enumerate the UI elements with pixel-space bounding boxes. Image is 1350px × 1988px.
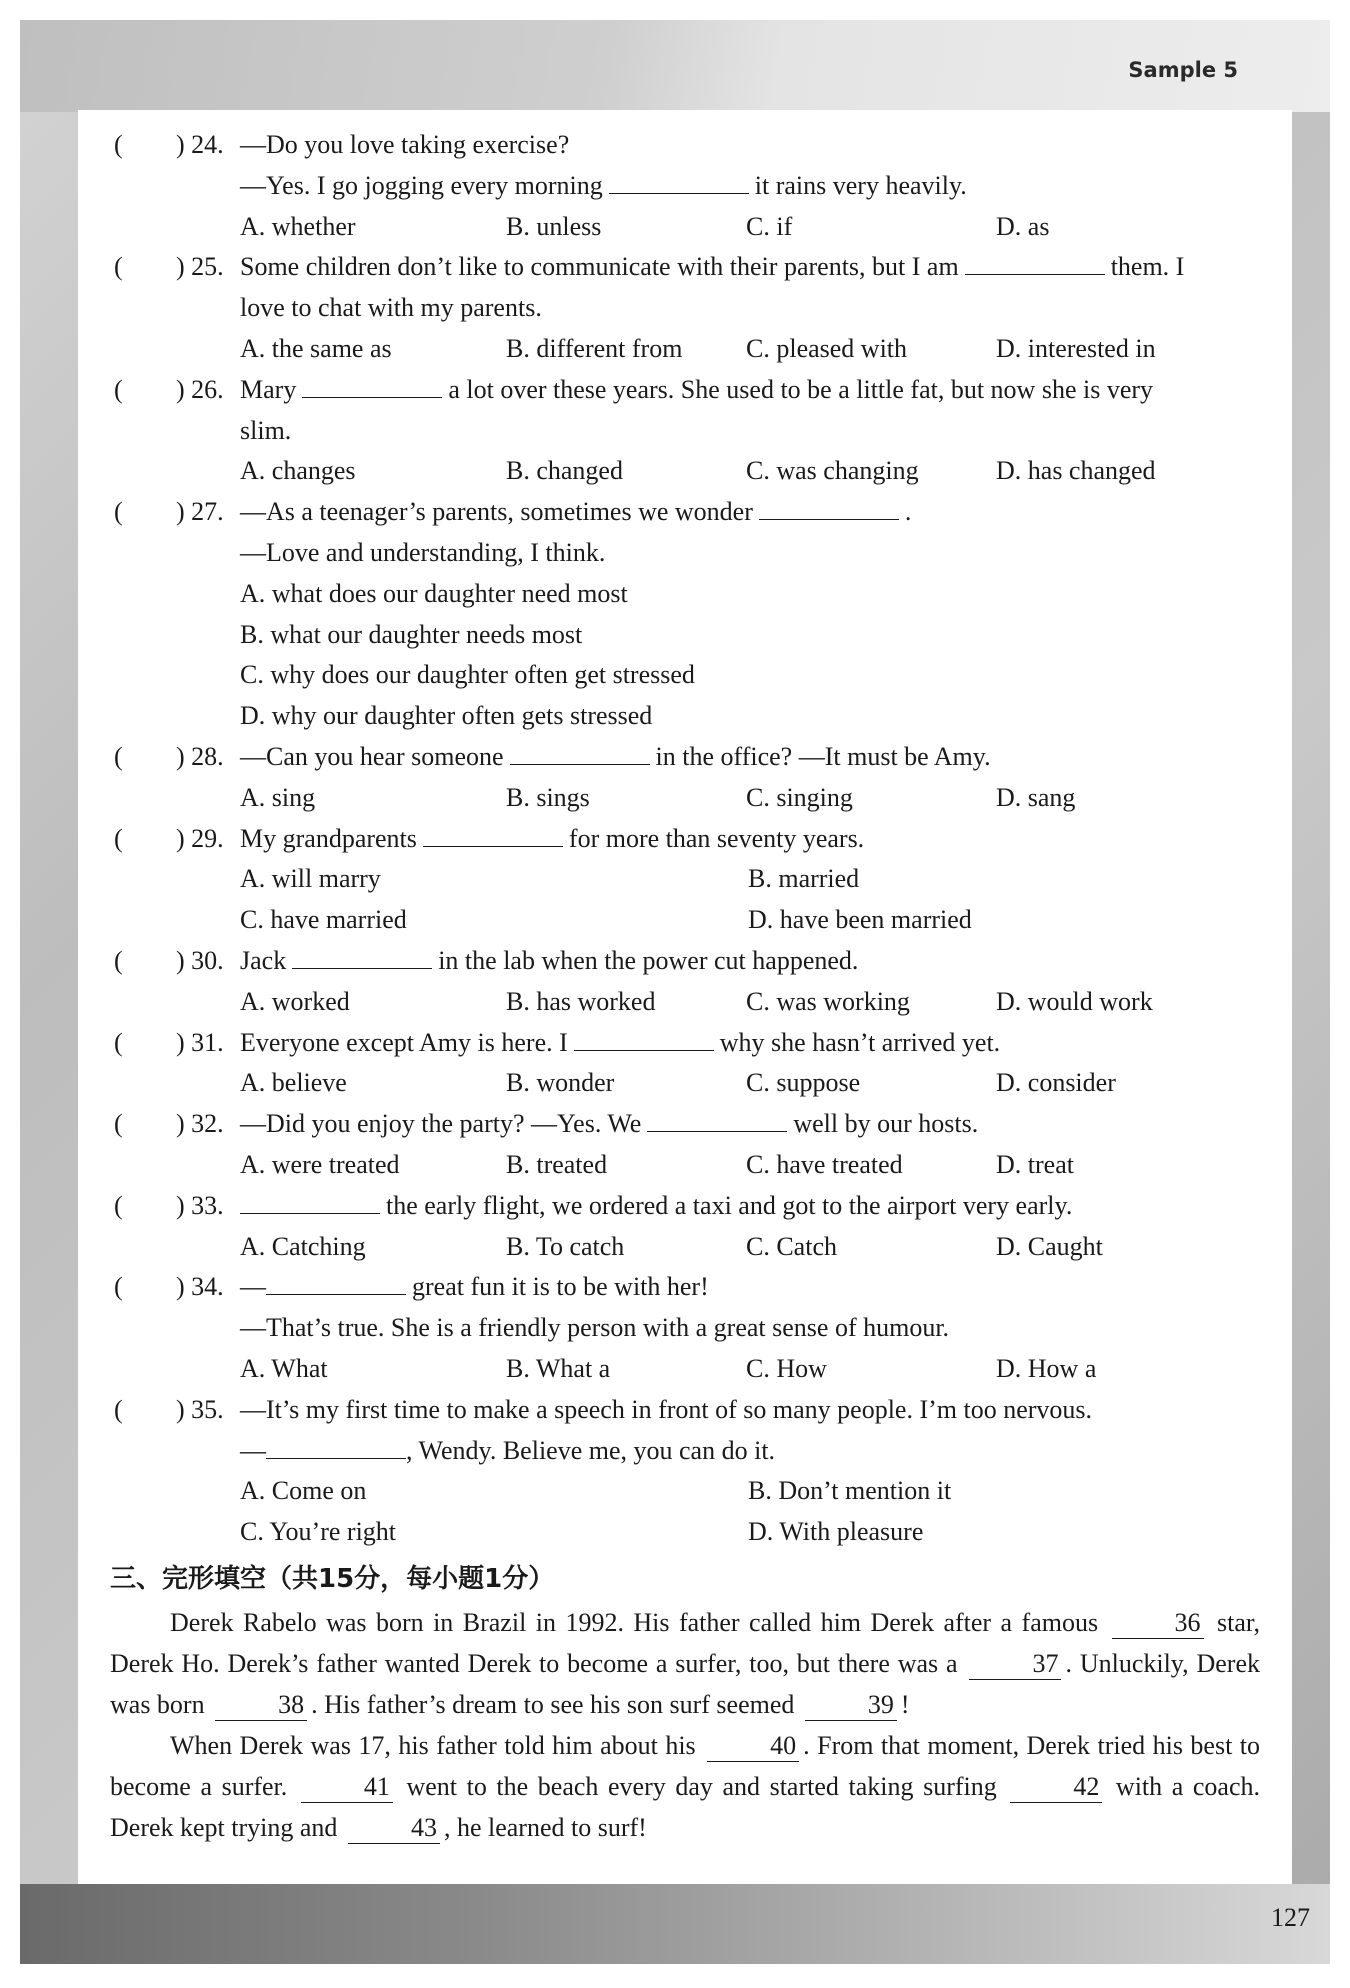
option-a[interactable]: A. were treated — [240, 1149, 400, 1179]
answer-blank[interactable] — [266, 1434, 406, 1459]
answer-bracket[interactable]: ( — [114, 1394, 123, 1424]
question-text: —Yes. I go jogging every morning it rains very heavily. — [240, 170, 967, 200]
question-number: ) 27. — [176, 497, 224, 527]
option-c[interactable]: C. have married — [240, 905, 407, 935]
answer-bracket[interactable]: ( — [114, 1190, 123, 1220]
question-33 — [110, 1186, 1260, 1268]
question-34 — [110, 1267, 1260, 1389]
option-b[interactable]: B. married — [748, 864, 860, 894]
option-a[interactable]: A. will marry — [240, 864, 381, 894]
question-number: ) 32. — [176, 1109, 224, 1139]
options — [240, 1145, 1260, 1186]
option-c[interactable]: C. if — [746, 211, 793, 241]
question-26 — [110, 370, 1260, 492]
question-number: ) 30. — [176, 945, 224, 975]
option-c[interactable]: C. How — [746, 1353, 827, 1383]
option-b[interactable]: B. What a — [506, 1353, 611, 1383]
answer-blank[interactable] — [240, 1189, 380, 1214]
question-number: ) 25. — [176, 252, 224, 282]
option-a[interactable]: A. changes — [240, 456, 356, 486]
options — [240, 1227, 1260, 1268]
page-number: 127 — [1271, 1903, 1310, 1932]
option-b[interactable]: B. what our daughter needs most — [240, 619, 583, 649]
question-text: Everyone except Amy is here. I why she hasn’t arrived yet. — [240, 1027, 1001, 1057]
option-d[interactable]: D. treat — [996, 1149, 1074, 1179]
option-b[interactable]: B. wonder — [506, 1068, 615, 1098]
option-a[interactable]: A. what does our daughter need most — [240, 578, 628, 608]
option-a[interactable]: A. believe — [240, 1068, 347, 1098]
cloze-blank-42[interactable]: 42 — [1010, 1772, 1102, 1803]
option-a[interactable]: A. Come on — [240, 1476, 367, 1506]
answer-bracket[interactable]: ( — [114, 1109, 123, 1139]
question-28 — [110, 737, 1260, 819]
answer-bracket[interactable]: ( — [114, 823, 123, 853]
answer-bracket[interactable]: ( — [114, 1027, 123, 1057]
option-b[interactable]: B. sings — [506, 782, 590, 812]
answer-bracket[interactable]: ( — [114, 1272, 123, 1302]
answer-blank[interactable] — [647, 1107, 787, 1132]
option-d[interactable]: D. why our daughter often gets stressed — [240, 701, 653, 731]
option-c[interactable]: C. suppose — [746, 1068, 861, 1098]
answer-bracket[interactable]: ( — [114, 130, 123, 159]
option-c[interactable]: C. was working — [746, 986, 910, 1016]
question-24 — [110, 125, 1260, 247]
option-a[interactable]: A. the same as — [240, 333, 392, 363]
sample-label: Sample 5 — [1128, 58, 1238, 82]
section-title: 三、完形填空（共15分，每小题1分） — [110, 1563, 555, 1594]
option-b[interactable]: B. Don’t mention it — [748, 1476, 952, 1506]
answer-bracket[interactable]: ( — [114, 741, 123, 771]
question-text: the early flight, we ordered a taxi and got to the airport very early. — [240, 1186, 1260, 1227]
question-30 — [110, 941, 1260, 1023]
answer-bracket[interactable]: ( — [114, 945, 123, 975]
question-text: Jack in the lab when the power cut happened. — [240, 945, 859, 975]
option-d[interactable]: D. as — [996, 211, 1050, 241]
cloze-blank-41[interactable]: 41 — [301, 1772, 393, 1803]
worksheet-content — [110, 125, 1260, 1848]
question-number: ) 34. — [176, 1272, 224, 1302]
option-b[interactable]: B. different from — [506, 333, 683, 363]
option-c[interactable]: C. pleased with — [746, 333, 908, 363]
answer-blank[interactable] — [292, 944, 432, 969]
option-a[interactable]: A. worked — [240, 986, 350, 1016]
option-c[interactable]: C. singing — [746, 782, 853, 812]
option-b[interactable]: B. treated — [506, 1149, 608, 1179]
question-text: —Can you hear someone in the office? —It must be Amy. — [240, 741, 991, 771]
answer-blank[interactable] — [965, 250, 1105, 275]
answer-blank[interactable] — [266, 1270, 406, 1295]
option-b[interactable]: B. has worked — [506, 986, 656, 1016]
answer-blank[interactable] — [510, 740, 650, 765]
answer-bracket[interactable]: ( — [114, 374, 123, 404]
answer-blank[interactable] — [609, 169, 749, 194]
question-text: Some children don’t like to communicate with their parents, but I am them. I — [240, 252, 1185, 282]
option-d[interactable]: D. Caught — [996, 1231, 1103, 1261]
cloze-blank-39[interactable]: 39 — [805, 1690, 897, 1721]
options — [240, 859, 1260, 941]
question-27 — [110, 492, 1260, 737]
answer-blank[interactable] — [759, 495, 899, 520]
option-c[interactable]: C. have treated — [746, 1149, 903, 1179]
question-text: —As a teenager’s parents, sometimes we wonder . — [240, 497, 912, 527]
cloze-blank-43[interactable]: 43 — [348, 1813, 440, 1844]
question-number: ) 33. — [176, 1190, 224, 1220]
option-c[interactable]: C. why does our daughter often get stressed — [240, 660, 695, 690]
options — [240, 329, 1260, 370]
question-25 — [110, 247, 1260, 369]
option-b[interactable]: B. To catch — [506, 1231, 625, 1261]
option-d[interactable]: D. consider — [996, 1068, 1116, 1098]
question-text: —Do you love taking exercise? — [240, 130, 570, 159]
question-number: ) 31. — [176, 1027, 224, 1057]
cloze-blank-38[interactable]: 38 — [215, 1690, 307, 1721]
options — [240, 1063, 1260, 1104]
question-32 — [110, 1104, 1260, 1186]
question-31 — [110, 1023, 1260, 1105]
option-d[interactable]: D. have been married — [748, 905, 972, 935]
options — [240, 1349, 1260, 1390]
options — [240, 207, 1260, 248]
cloze-blank-36[interactable]: 36 — [1112, 1608, 1204, 1639]
cloze-blank-40[interactable]: 40 — [707, 1731, 799, 1762]
question-text: —Did you enjoy the party? —Yes. We well by our hosts. — [240, 1109, 979, 1139]
question-text: —That’s true. She is a friendly person with a great sense of humour. — [240, 1313, 950, 1343]
option-c[interactable]: C. Catch — [746, 1231, 837, 1261]
cloze-blank-37[interactable]: 37 — [969, 1649, 1061, 1680]
answer-blank[interactable] — [302, 373, 442, 398]
question-number: ) 24. — [176, 130, 224, 159]
answer-blank[interactable] — [574, 1026, 714, 1051]
options — [240, 982, 1260, 1023]
option-d[interactable]: D. interested in — [996, 333, 1156, 363]
question-text: —Love and understanding, I think. — [240, 537, 606, 567]
question-number: ) 26. — [176, 374, 224, 404]
question-text: love to chat with my parents. — [240, 293, 542, 323]
question-text: Mary a lot over these years. She used to be a little fat, but now she is very — [240, 374, 1154, 404]
option-d[interactable]: D. With pleasure — [748, 1517, 924, 1547]
footer-band — [20, 1884, 1330, 1964]
option-a[interactable]: A. What — [240, 1353, 328, 1383]
options — [240, 1471, 1260, 1553]
option-a[interactable]: A. Catching — [240, 1231, 366, 1261]
options — [240, 451, 1260, 492]
option-a[interactable]: A. whether — [240, 211, 356, 241]
question-text: —It’s my first time to make a speech in front of so many people. I’m too nervous. — [240, 1394, 1093, 1424]
question-text: My grandparents for more than seventy years. — [240, 823, 865, 853]
option-b[interactable]: B. unless — [506, 211, 602, 241]
question-35 — [110, 1390, 1260, 1553]
cloze-paragraph-1: Derek Rabelo was born in Brazil in 1992. His father called him Derek after a famous 36 star, Derek Ho. Derek’s father wanted Derek to become a surfer, too, but there was a 37 . Unluckily, Derek was born 38 . His father’s dream to see his son surf seemed 39 ! — [110, 1607, 1261, 1719]
question-text: — great fun it is to be with her! — [240, 1272, 709, 1302]
question-number: ) 29. — [176, 823, 224, 853]
option-c[interactable]: C. You’re right — [240, 1517, 397, 1547]
option-c[interactable]: C. was changing — [746, 456, 919, 486]
option-d[interactable]: D. would work — [996, 986, 1153, 1016]
question-number: ) 35. — [176, 1394, 224, 1424]
option-b[interactable]: B. changed — [506, 456, 623, 486]
answer-bracket[interactable]: ( — [114, 497, 123, 527]
option-d[interactable]: D. sang — [996, 782, 1076, 812]
answer-blank[interactable] — [423, 822, 563, 847]
answer-bracket[interactable]: ( — [114, 252, 123, 282]
option-d[interactable]: D. How a — [996, 1353, 1097, 1383]
question-number: ) 28. — [176, 741, 224, 771]
option-a[interactable]: A. sing — [240, 782, 316, 812]
options — [240, 778, 1260, 819]
option-d[interactable]: D. has changed — [996, 456, 1156, 486]
question-text: — , Wendy. Believe me, you can do it. — [240, 1435, 776, 1465]
cloze-paragraph-2: When Derek was 17, his father told him about his 40 . From that moment, Derek tried his best to become a surfer. 41 went to the beach every day and started taking surfing 42 with a coach. Derek kept trying and 43 , he learned to surf! — [110, 1730, 1260, 1842]
question-29 — [110, 819, 1260, 941]
question-text: slim. — [240, 415, 292, 445]
